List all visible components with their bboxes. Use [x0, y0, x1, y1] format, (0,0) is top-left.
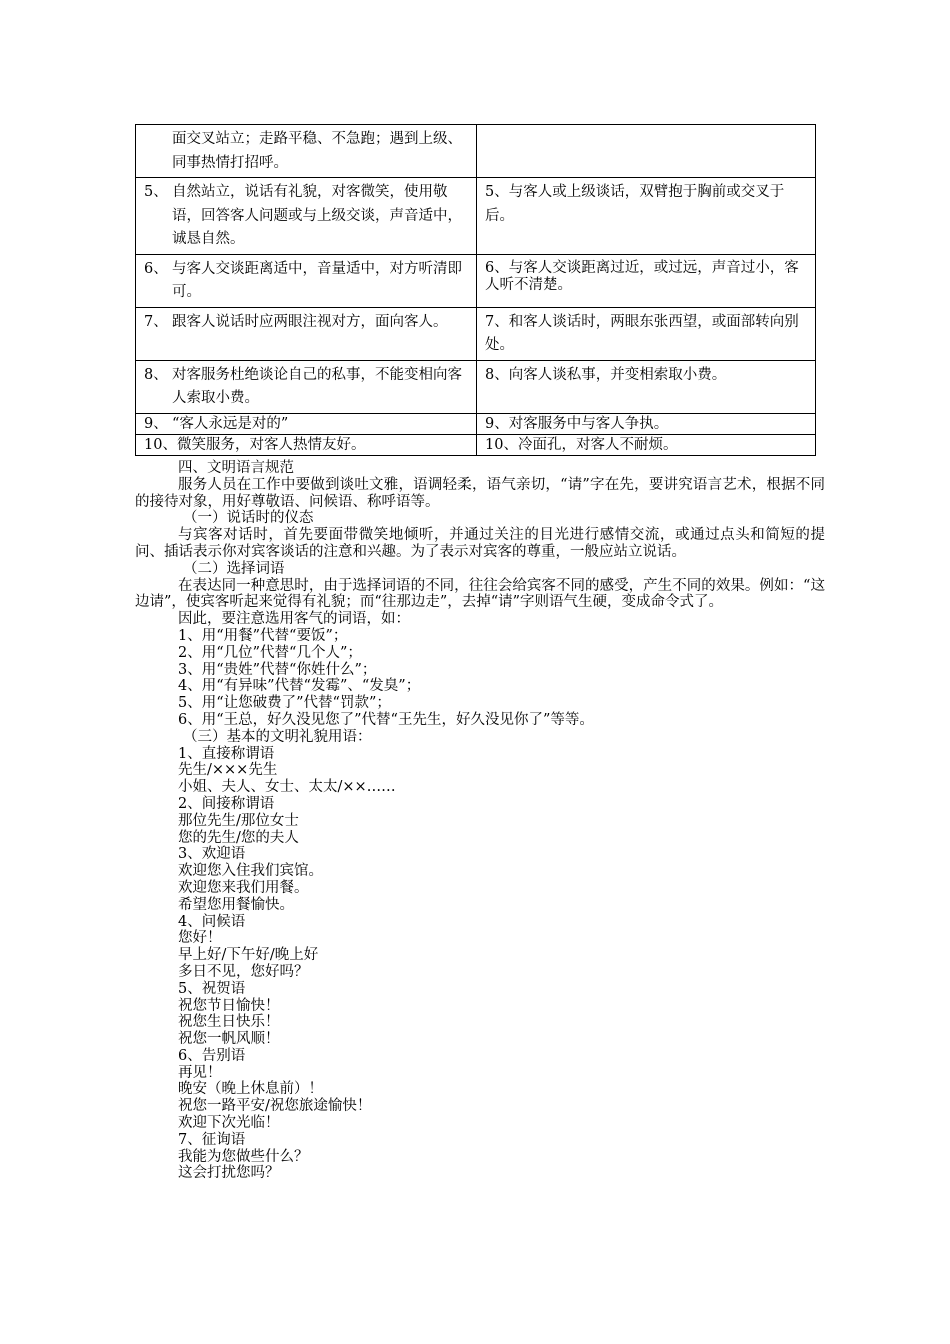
list-item: 4、用“有异味”代替“发霉”、“发臭”； — [178, 678, 421, 695]
list-item: 5、祝贺语 — [178, 980, 246, 997]
list-item: 希望您用餐愉快。 — [178, 896, 294, 913]
list-item: 6、告别语 — [178, 1047, 246, 1064]
table-cell-incorrect — [477, 413, 816, 434]
list-item: 祝您一路平安/祝您旅途愉快！ — [178, 1098, 372, 1115]
subsection-lead: 因此，要注意选用客气的词语，如： — [178, 611, 410, 628]
table-row — [136, 360, 816, 413]
cell-text: 7、和客人谈话时，两眼东张西望，或面部转向别处。 — [485, 313, 799, 353]
row-number: 7、 — [144, 313, 168, 330]
list-item: 欢迎您来我们用餐。 — [178, 879, 309, 896]
list-item: 祝您一帆风顺！ — [178, 1031, 280, 1048]
table-cell-incorrect — [477, 307, 816, 360]
row-number: 9、 — [144, 415, 168, 432]
table-cell-correct — [136, 360, 477, 413]
subsection-paragraph: 在表达同一种意思时，由于选择词语的不同，往往会给宾客不同的感受，产生不同的效果。例如：“这边请”，使宾客听起来觉得有礼貌；而“往那边走”，去掉“请”字则语气生硬，变成命令式了。 — [135, 577, 825, 611]
table-row — [136, 254, 816, 307]
list-item: 多日不见，您好吗？ — [178, 963, 309, 980]
list-item: 您的先生/您的夫人 — [178, 829, 299, 846]
row-number: 5、 — [144, 184, 168, 200]
row-number: 8、 — [144, 366, 168, 383]
table-cell-correct — [136, 178, 477, 255]
subsection-title: （一）说话时的仪态 — [183, 510, 314, 527]
list-item: 这会打扰您吗？ — [178, 1165, 280, 1182]
list-item: 3、用“贵姓”代替“你姓什么”； — [178, 661, 377, 678]
section-heading: 四、文明语言规范 — [178, 460, 294, 476]
list-item: 再见！ — [178, 1064, 222, 1081]
list-item: 1、用“用餐”代替“要饭”； — [178, 627, 348, 644]
list-item: 小姐、夫人、女士、太太/××…… — [178, 779, 396, 796]
table-row — [136, 307, 816, 360]
cell-text: 微笑服务，对客人热情友好。 — [176, 436, 366, 453]
list-item: 7、征询语 — [178, 1131, 246, 1148]
cell-text: 8、向客人谈私事，并变相索取小费。 — [485, 366, 727, 383]
list-item: 5、用“让您破费了”代替“罚款”； — [178, 695, 391, 712]
row-number: 10、 — [144, 436, 177, 453]
list-item: 欢迎您入住我们宾馆。 — [178, 863, 323, 880]
courtesy-phrases-list — [135, 746, 825, 1183]
subsection-title: （三）基本的文明礼貌用语： — [183, 728, 372, 745]
cell-text: 跟客人说话时应两眼注视对方，面向客人。 — [172, 313, 448, 330]
list-item: 6、用“王总，好久没见您了”代替“王先生，好久没见你了”等等。 — [178, 711, 594, 728]
service-conduct-table — [135, 124, 816, 456]
list-item: 先生/×××先生 — [178, 762, 278, 779]
list-item: 祝您节日愉快！ — [178, 997, 280, 1014]
table-cell-incorrect — [477, 125, 816, 178]
list-item: 3、欢迎语 — [178, 846, 246, 863]
cell-text: 6、与客人交谈距离过近，或过远，声音过小，客人听不清楚。 — [485, 259, 799, 293]
cell-text: “客人永远是对的” — [172, 415, 289, 432]
list-item: 您好！ — [178, 930, 222, 947]
list-item: 1、直接称谓语 — [178, 745, 275, 762]
table-row — [136, 125, 816, 178]
list-item: 欢迎下次光临！ — [178, 1115, 280, 1132]
cell-text: 5、与客人或上级谈话，双臂抱于胸前或交叉于后。 — [485, 184, 785, 224]
table-cell-incorrect — [477, 254, 816, 307]
section-intro: 服务人员在工作中要做到谈吐文雅，语调轻柔，语气亲切，“请”字在先，要讲究语言艺术，根据不同的接待对象，用好尊敬语、问候语、称呼语等。 — [135, 476, 825, 510]
table-cell-correct — [136, 254, 477, 307]
table-cell-correct — [136, 307, 477, 360]
cell-text: 与客人交谈距离适中，音量适中，对方听清即可。 — [172, 260, 462, 300]
table-cell-correct — [136, 434, 477, 455]
word-choice-list — [135, 628, 825, 729]
list-item: 晚安（晚上休息前）！ — [178, 1081, 323, 1098]
subsection-title: （二）选择词语 — [183, 560, 285, 577]
table-row — [136, 178, 816, 255]
row-number: 6、 — [144, 260, 168, 277]
list-item: 早上好/下午好/晚上好 — [178, 947, 319, 964]
cell-text: 对客服务杜绝谈论自己的私事，不能变相向客人索取小费。 — [172, 366, 462, 406]
table-cell-incorrect — [477, 360, 816, 413]
list-item: 4、问候语 — [178, 913, 246, 930]
cell-text: 10、冷面孔，对客人不耐烦。 — [485, 436, 678, 453]
body-text — [135, 460, 825, 1182]
cell-text: 自然站立，说话有礼貌，对客微笑，使用敬语，回答客人问题或与上级交谈，声音适中，诚恳自然。 — [172, 184, 462, 247]
cell-text: 9、对客服务中与客人争执。 — [485, 415, 669, 432]
list-item: 祝您生日快乐！ — [178, 1014, 280, 1031]
table-cell-correct — [136, 125, 477, 178]
list-item: 2、用“几位”代替“几个人”； — [178, 644, 362, 661]
table-row — [136, 434, 816, 455]
subsection-paragraph: 与宾客对话时，首先要面带微笑地倾听，并通过关注的目光进行感情交流，或通过点头和简短的提问、插话表示你对宾客谈话的注意和兴趣。为了表示对宾客的尊重，一般应站立说话。 — [135, 527, 825, 560]
list-item: 2、间接称谓语 — [178, 795, 275, 812]
list-item: 那位先生/那位女士 — [178, 812, 299, 829]
list-item: 我能为您做些什么？ — [178, 1148, 309, 1165]
table-cell-incorrect — [477, 178, 816, 255]
table-row — [136, 413, 816, 434]
table-cell-incorrect — [477, 434, 816, 455]
table-cell-correct — [136, 413, 477, 434]
cell-text: 面交叉站立；走路平稳、不急跑；遇到上级、同事热情打招呼。 — [172, 131, 462, 171]
